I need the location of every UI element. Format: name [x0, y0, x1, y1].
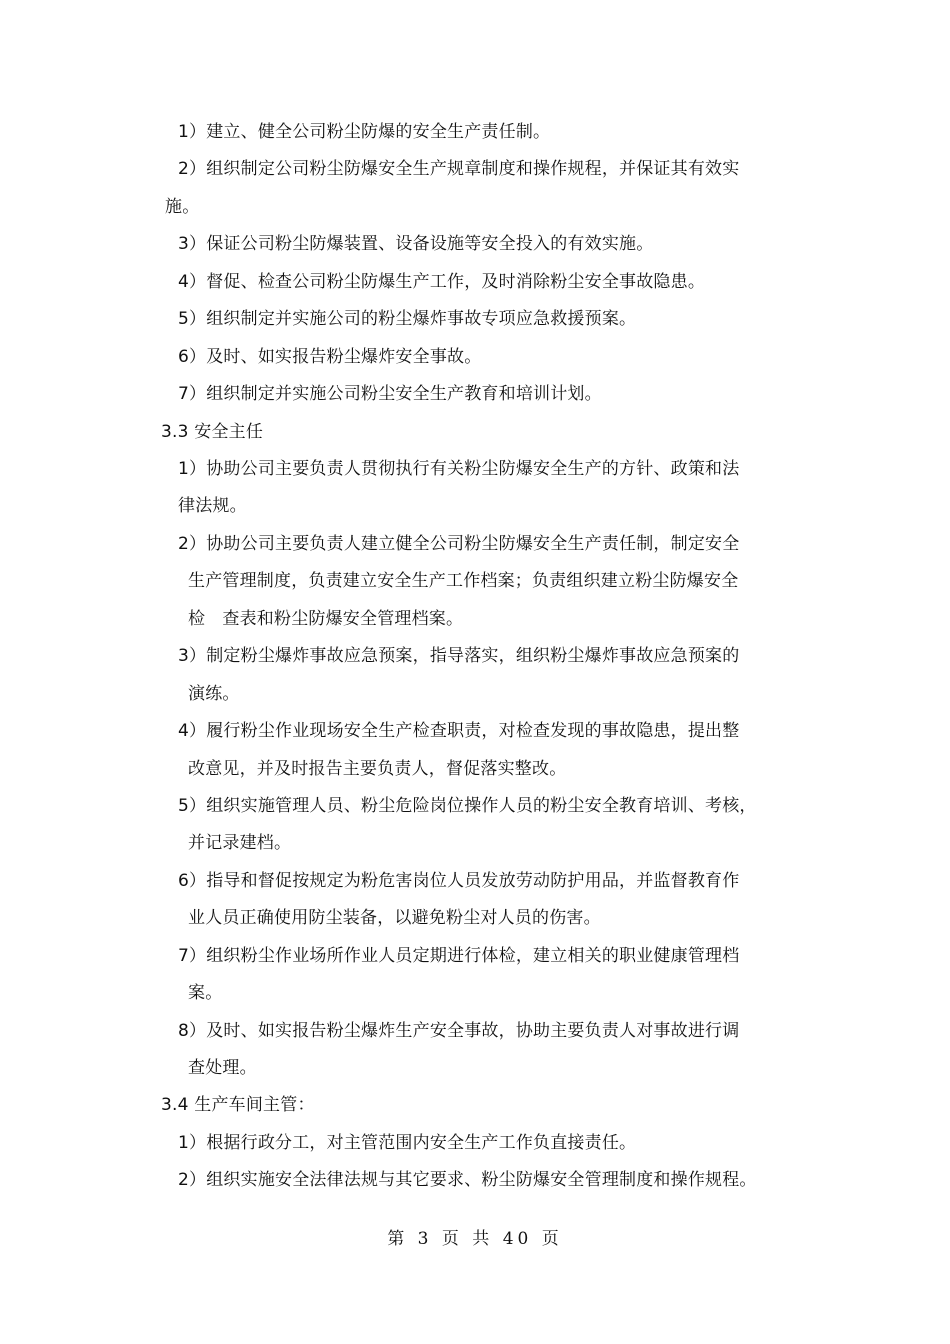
text-line: 4）督促、检查公司粉尘防爆生产工作，及时消除粉尘安全事故隐患。 [178, 272, 706, 292]
text-line: 改意见，并及时报告主要负责人，督促落实整改。 [188, 759, 567, 779]
text-line: 7）组织制定并实施公司粉尘安全生产教育和培训计划。 [178, 384, 602, 404]
text-line: 并记录建档。 [188, 833, 292, 853]
text-line: 7）组织粉尘作业场所作业人员定期进行体检，建立相关的职业健康管理档 [178, 946, 740, 966]
text-line: 施。 [165, 197, 200, 217]
text-line: 6）及时、如实报告粉尘爆炸安全事故。 [178, 347, 482, 367]
section-heading: 3.4 生产车间主管： [161, 1095, 315, 1115]
text-line: 2）协助公司主要负责人建立健全公司粉尘防爆安全生产责任制，制定安全 [178, 534, 740, 554]
text-line: 6）指导和督促按规定为粉危害岗位人员发放劳动防护用品，并监督教育作 [178, 871, 740, 891]
section-heading: 3.3 安全主任 [161, 422, 264, 442]
text-line: 4）履行粉尘作业现场安全生产检查职责，对检查发现的事故隐患，提出整 [178, 721, 740, 741]
text-line: 查处理。 [188, 1058, 257, 1078]
text-line: 案。 [188, 983, 223, 1003]
page-number-footer: 第 3 页 共 40 页 [387, 1229, 563, 1249]
text-line: 检 查表和粉尘防爆安全管理档案。 [188, 609, 464, 629]
text-line: 1）建立、健全公司粉尘防爆的安全生产责任制。 [178, 122, 551, 142]
text-line: 5）组织实施管理人员、粉尘危险岗位操作人员的粉尘安全教育培训、考核， [178, 796, 757, 816]
text-line: 演练。 [188, 684, 240, 704]
text-line: 3）制定粉尘爆炸事故应急预案，指导落实，组织粉尘爆炸事故应急预案的 [178, 646, 740, 666]
text-line: 8）及时、如实报告粉尘爆炸生产安全事故，协助主要负责人对事故进行调 [178, 1021, 740, 1041]
text-line: 1）协助公司主要负责人贯彻执行有关粉尘防爆安全生产的方针、政策和法 [178, 459, 740, 479]
text-line: 5）组织制定并实施公司的粉尘爆炸事故专项应急救援预案。 [178, 309, 637, 329]
text-line: 律法规。 [178, 496, 247, 516]
text-line: 1）根据行政分工，对主管范围内安全生产工作负直接责任。 [178, 1133, 637, 1153]
text-line: 2）组织实施安全法律法规与其它要求、粉尘防爆安全管理制度和操作规程。 [178, 1170, 757, 1190]
text-line: 业人员正确使用防尘装备，以避免粉尘对人员的伤害。 [188, 908, 601, 928]
text-line: 3）保证公司粉尘防爆装置、设备设施等安全投入的有效实施。 [178, 234, 654, 254]
text-line: 生产管理制度，负责建立安全生产工作档案；负责组织建立粉尘防爆安全 [188, 571, 739, 591]
text-line: 2）组织制定公司粉尘防爆安全生产规章制度和操作规程，并保证其有效实 [178, 159, 740, 179]
